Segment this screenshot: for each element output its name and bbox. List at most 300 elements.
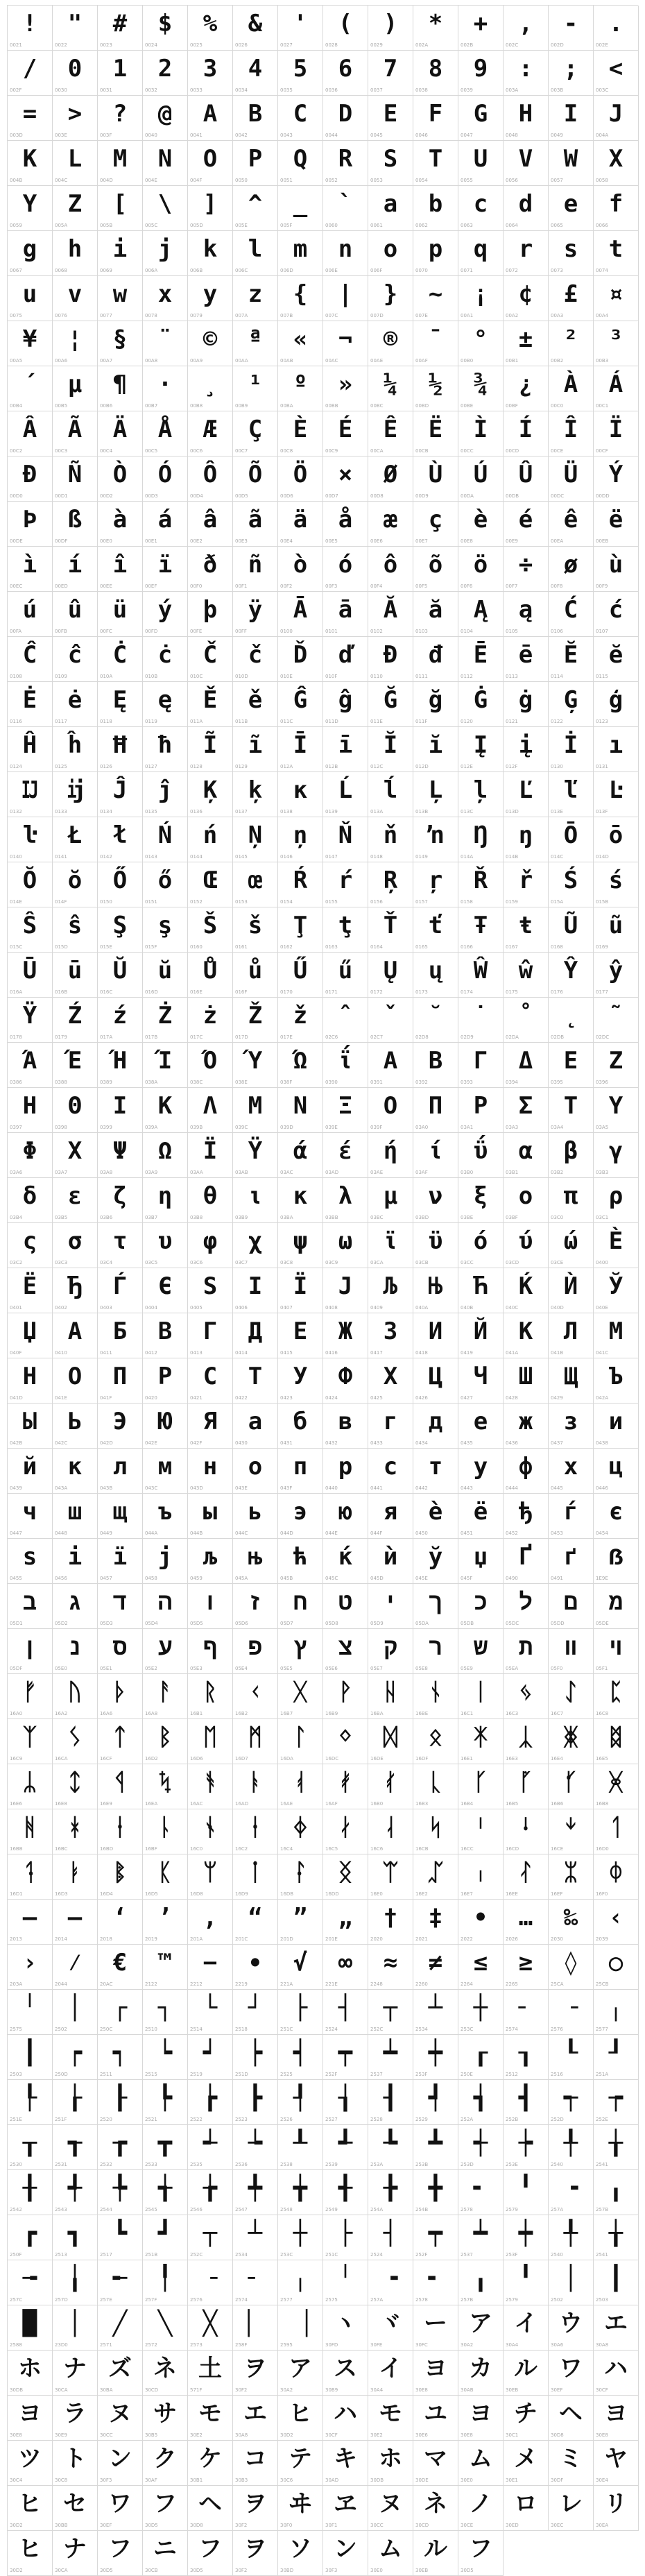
glyph-cell [98, 1313, 143, 1358]
glyph-cell [143, 817, 188, 862]
glyph-cell [504, 1674, 549, 1719]
glyph-code: 252B [506, 2117, 519, 2122]
glyph-char: İ [563, 731, 578, 759]
glyph-code: 0412 [145, 1350, 157, 1356]
glyph-code: 2264 [461, 1981, 473, 1987]
glyph-char: â [203, 506, 218, 534]
glyph-code: 253F [415, 2072, 428, 2077]
glyph-code: 003B [551, 87, 564, 93]
glyph-cell [188, 2125, 233, 2170]
glyph-code: 0491 [551, 1576, 563, 1581]
glyph-cell [549, 547, 594, 592]
glyph-char: ѝ [383, 1543, 398, 1571]
glyph-char: ┰ [22, 2129, 37, 2157]
glyph-cell [188, 1494, 233, 1539]
glyph-char: Î [563, 416, 578, 443]
glyph-cell [413, 2215, 458, 2260]
glyph-cell [549, 1719, 594, 1764]
glyph-char: · [157, 370, 173, 398]
glyph-cell [53, 1268, 98, 1313]
glyph-cell [188, 1313, 233, 1358]
glyph-cell [368, 1945, 413, 1990]
glyph-char: ┤ [338, 1994, 353, 2022]
glyph-code: 2526 [280, 2117, 293, 2122]
glyph-cell [458, 772, 504, 817]
glyph-cell [549, 411, 594, 457]
glyph-cell [188, 953, 233, 998]
glyph-cell [233, 1584, 278, 1629]
glyph-char: V [518, 145, 533, 173]
glyph-cell [8, 2170, 53, 2215]
glyph-cell [143, 2396, 188, 2441]
glyph-char: Ŗ [383, 867, 398, 894]
glyph-code: 05E4 [235, 1666, 248, 1671]
glyph-char: F [428, 100, 443, 128]
glyph-char: Н [22, 1363, 37, 1390]
glyph-char: U [473, 145, 488, 173]
glyph-cell [53, 231, 98, 276]
glyph-cell [413, 411, 458, 457]
glyph-code: 253F [506, 2252, 518, 2258]
glyph-cell [504, 1764, 549, 1809]
glyph-cell [98, 2351, 143, 2396]
glyph-char: ś [608, 867, 624, 894]
glyph-char: Ї [293, 1272, 308, 1300]
glyph-char: װ [563, 1633, 578, 1661]
glyph-cell [143, 2035, 188, 2080]
glyph-code: 2577 [596, 2027, 608, 2032]
glyph-char: ] [203, 190, 218, 218]
glyph-cell [413, 2260, 458, 2305]
glyph-code: 00E1 [145, 538, 157, 544]
glyph-char: i [112, 235, 128, 263]
glyph-char: З [383, 1317, 398, 1345]
glyph-cell [323, 817, 368, 862]
glyph-code: 16DD [325, 1891, 339, 1897]
glyph-char: ╺ [563, 2174, 578, 2202]
glyph-cell [233, 1404, 278, 1449]
glyph-code: 0451 [461, 1530, 473, 1536]
glyph-char: Щ [563, 1363, 578, 1390]
glyph-char: ᛍ [518, 1814, 533, 1841]
glyph-code: 03A0 [415, 1125, 429, 1130]
glyph-cell [549, 2351, 594, 2396]
glyph-cell [53, 1764, 98, 1809]
glyph-cell [368, 2305, 413, 2351]
glyph-code: 0174 [461, 989, 473, 995]
glyph-code: 0065 [551, 223, 563, 228]
glyph-code: 30D8 [551, 2432, 564, 2438]
glyph-cell [98, 2080, 143, 2125]
glyph-code: 30E2 [190, 2432, 203, 2438]
glyph-char: ў [428, 1543, 443, 1571]
glyph-char: х [563, 1453, 578, 1481]
glyph-cell [233, 1043, 278, 1088]
glyph-char: I [563, 100, 578, 128]
glyph-cell [53, 1043, 98, 1088]
glyph-cell [53, 1358, 98, 1404]
glyph-code: 2018 [100, 1936, 112, 1942]
glyph-char: ᛛ [293, 1859, 308, 1886]
glyph-char: ó [338, 551, 353, 579]
glyph-cell [233, 1223, 278, 1268]
glyph-code: 0156 [370, 899, 383, 905]
glyph-code: 0413 [190, 1350, 203, 1356]
glyph-cell [323, 1223, 368, 1268]
glyph-code: 05DF [10, 1666, 23, 1671]
glyph-code: 0172 [370, 989, 383, 995]
glyph-code: 03AE [370, 1170, 384, 1175]
glyph-code: 30CF [325, 2432, 338, 2438]
glyph-code: 0100 [280, 629, 293, 634]
glyph-code: 00A2 [506, 313, 519, 318]
glyph-char: ᛒ [157, 1723, 173, 1751]
glyph-cell [143, 1854, 188, 1900]
glyph-cell [368, 1900, 413, 1945]
glyph-code: 016B [55, 989, 68, 995]
glyph-code: 00FD [145, 629, 158, 634]
glyph-char: Œ [203, 867, 218, 894]
glyph-cell [143, 953, 188, 998]
glyph-char: ĥ [67, 731, 83, 759]
glyph-char: Ů [203, 957, 218, 984]
glyph-cell [549, 502, 594, 547]
glyph-code: 0044 [325, 133, 338, 138]
glyph-code: 2522 [190, 2117, 203, 2122]
glyph-char: Ŧ [473, 912, 488, 939]
glyph-code: 30BA [100, 2387, 113, 2393]
glyph-char: Ĭ [383, 731, 398, 759]
glyph-code: 03C0 [551, 1215, 564, 1220]
glyph-code: 011D [325, 719, 338, 724]
glyph-cell [594, 1223, 639, 1268]
glyph-code: 0162 [280, 944, 293, 950]
glyph-cell [323, 1539, 368, 1584]
glyph-char: ╊ [383, 2174, 398, 2202]
glyph-code: 2579 [506, 2297, 518, 2303]
glyph-code: 042F [190, 1440, 203, 1446]
glyph-cell [458, 1043, 504, 1088]
glyph-code: 0388 [55, 1080, 67, 1085]
glyph-char: ᛠ [383, 1859, 398, 1886]
glyph-code: 30CF [596, 2387, 608, 2393]
glyph-cell [413, 727, 458, 772]
glyph-char: ā [338, 596, 353, 624]
glyph-cell [323, 457, 368, 502]
glyph-char: █ [22, 2310, 37, 2337]
glyph-char: ך [428, 1588, 443, 1616]
glyph-code: 2533 [145, 2162, 157, 2167]
glyph-cell [594, 1584, 639, 1629]
glyph-code: 30DB [10, 2387, 24, 2393]
glyph-code: 30C4 [10, 2477, 23, 2483]
glyph-char: я [383, 1498, 398, 1526]
glyph-char: ё [473, 1498, 488, 1526]
glyph-code: 0398 [55, 1125, 67, 1130]
glyph-char: ζ [112, 1182, 128, 1210]
glyph-char: Ě [203, 686, 218, 714]
glyph-code: 16B0 [370, 1801, 384, 1807]
glyph-cell [549, 953, 594, 998]
glyph-char: ┩ [428, 2084, 443, 2112]
glyph-char: Ј [338, 1272, 353, 1300]
glyph-code: 017E [280, 1034, 293, 1040]
glyph-code: 30D2 [10, 2568, 23, 2573]
glyph-code: 30B1 [190, 2477, 203, 2483]
glyph-char: Í [518, 416, 533, 443]
glyph-char: H [518, 100, 533, 128]
glyph-code: 2122 [145, 1981, 157, 1987]
glyph-char: Ŝ [22, 912, 37, 939]
glyph-char: p [428, 235, 443, 263]
glyph-cell [143, 1900, 188, 1945]
glyph-code: 0121 [506, 719, 518, 724]
glyph-char: フ [153, 2490, 177, 2518]
glyph-cell [549, 1404, 594, 1449]
glyph-char: ă [428, 596, 443, 624]
glyph-char: ‹ [608, 1904, 624, 1931]
glyph-char: ħ [157, 731, 173, 759]
glyph-code: 03B4 [10, 1215, 23, 1220]
glyph-code: 16C5 [325, 1846, 338, 1852]
glyph-char: б [293, 1408, 308, 1435]
glyph-cell [504, 51, 549, 96]
glyph-cell [594, 2441, 639, 2486]
glyph-cell [368, 2531, 413, 2576]
glyph-grid [7, 5, 638, 2576]
glyph-cell [98, 547, 143, 592]
glyph-code: 03AB [235, 1170, 248, 1175]
glyph-code: 251B [145, 2252, 158, 2258]
glyph-cell [8, 96, 53, 141]
glyph-cell [188, 727, 233, 772]
glyph-cell [504, 6, 549, 51]
glyph-char: ċ [157, 641, 173, 669]
glyph-code: 30A8 [235, 2432, 248, 2438]
glyph-code: 007D [370, 313, 384, 318]
glyph-code: 040C [506, 1305, 519, 1311]
glyph-code: 16EE [506, 1891, 518, 1897]
glyph-code: 16E9 [100, 1801, 112, 1807]
glyph-code: 2545 [145, 2207, 157, 2212]
glyph-char: ╸ [473, 2174, 488, 2202]
glyph-char: ż [203, 1002, 218, 1030]
glyph-cell [594, 1900, 639, 1945]
glyph-cell [188, 1629, 233, 1674]
glyph-code: 16B2 [235, 1711, 248, 1716]
glyph-code: 30FC [415, 2342, 428, 2348]
glyph-cell [368, 862, 413, 907]
glyph-cell [53, 2351, 98, 2396]
glyph-code: 0440 [325, 1485, 338, 1491]
glyph-char: Ý [608, 461, 624, 488]
glyph-code: 253C [280, 2252, 293, 2258]
glyph-code: 2510 [145, 2027, 157, 2032]
glyph-cell [504, 1854, 549, 1900]
glyph-cell [413, 1494, 458, 1539]
glyph-cell [143, 1449, 188, 1494]
glyph-char: þ [203, 596, 218, 624]
glyph-code: 16CD [506, 1846, 519, 1852]
glyph-char: Đ [383, 641, 398, 669]
glyph-code: 02C7 [370, 1034, 384, 1040]
glyph-code: 16BF [145, 1846, 157, 1852]
glyph-code: 0048 [506, 133, 518, 138]
glyph-cell [143, 366, 188, 411]
glyph-cell [98, 1494, 143, 1539]
glyph-cell [278, 2170, 323, 2215]
glyph-code: 30CC [370, 2523, 384, 2528]
glyph-code: 015D [55, 944, 68, 950]
glyph-cell [549, 1088, 594, 1133]
glyph-char: и [608, 1408, 624, 1435]
glyph-code: 252A [461, 2117, 474, 2122]
glyph-code: 017B [145, 1034, 158, 1040]
glyph-code: 0390 [325, 1080, 338, 1085]
glyph-code: 00E7 [415, 538, 428, 544]
glyph-code: 0040 [145, 133, 157, 138]
glyph-cell [323, 321, 368, 366]
glyph-char: ^ [248, 190, 263, 218]
glyph-char: ≠ [428, 1949, 443, 1977]
glyph-cell [98, 907, 143, 953]
glyph-code: 03B8 [190, 1215, 203, 1220]
glyph-char: W [563, 145, 578, 173]
glyph-char: Β [428, 1047, 443, 1075]
glyph-cell [98, 1358, 143, 1404]
glyph-cell [458, 1088, 504, 1133]
glyph-cell [98, 2170, 143, 2215]
glyph-code: 2541 [596, 2162, 608, 2167]
glyph-code: 0168 [551, 944, 563, 950]
glyph-char: ᛓ [67, 1859, 83, 1886]
glyph-char: Ύ [248, 1047, 263, 1075]
glyph-char: ᛚ [293, 1723, 308, 1751]
glyph-cell [413, 772, 458, 817]
glyph-char: ĵ [157, 776, 173, 804]
glyph-code: 16B8 [596, 1801, 609, 1807]
glyph-cell [504, 2441, 549, 2486]
glyph-cell [323, 1313, 368, 1358]
glyph-cell [368, 547, 413, 592]
glyph-code: 041F [100, 1395, 112, 1401]
glyph-char: ¦ [67, 325, 83, 353]
glyph-cell [323, 1719, 368, 1764]
glyph-cell [53, 186, 98, 231]
glyph-cell [458, 637, 504, 682]
glyph-code: 253C [461, 2027, 474, 2032]
glyph-cell [413, 907, 458, 953]
glyph-char: D [338, 100, 353, 128]
glyph-char: マ [424, 2445, 447, 2473]
glyph-code: 00E9 [506, 538, 518, 544]
glyph-cell [278, 1358, 323, 1404]
glyph-code: 30E8 [596, 2432, 608, 2438]
glyph-char: Γ [473, 1047, 488, 1075]
glyph-char: А [67, 1317, 83, 1345]
glyph-code: 30D2 [10, 2523, 23, 2528]
glyph-code: 2578 [461, 2207, 473, 2212]
glyph-char: ≈ [383, 1949, 398, 1977]
glyph-code: 00C5 [145, 448, 158, 454]
glyph-char: レ [559, 2490, 583, 2518]
glyph-code: 2528 [370, 2117, 383, 2122]
glyph-cell [188, 1719, 233, 1764]
glyph-cell [323, 411, 368, 457]
glyph-code: 0104 [461, 629, 473, 634]
glyph-char: Ŏ [22, 867, 37, 894]
glyph-code: 00EF [145, 583, 157, 589]
glyph-cell [53, 817, 98, 862]
glyph-code: 0169 [596, 944, 608, 950]
glyph-code: 00C8 [280, 448, 293, 454]
glyph-cell [594, 231, 639, 276]
glyph-cell [594, 2170, 639, 2215]
glyph-cell [233, 276, 278, 321]
glyph-code: 00B9 [235, 403, 248, 409]
glyph-cell [188, 1449, 233, 1494]
glyph-code: 043A [55, 1485, 68, 1491]
glyph-cell [143, 1764, 188, 1809]
glyph-char: ᛝ [338, 1859, 353, 1886]
glyph-code: 044B [190, 1530, 203, 1536]
glyph-char: ┌ [112, 1994, 128, 2022]
glyph-char: Ÿ [22, 1002, 37, 1030]
glyph-code: 007A [235, 313, 248, 318]
glyph-cell [413, 2035, 458, 2080]
glyph-char: ї [112, 1543, 128, 1571]
glyph-cell [8, 1539, 53, 1584]
glyph-cell [504, 2260, 549, 2305]
glyph-code: 2013 [10, 1936, 22, 1942]
glyph-code: 0147 [325, 854, 338, 860]
glyph-char: Ћ [473, 1272, 488, 1300]
glyph-code: 0178 [10, 1034, 22, 1040]
glyph-char: ≥ [518, 1949, 533, 1977]
glyph-cell [549, 96, 594, 141]
glyph-code: 013D [506, 809, 519, 814]
glyph-char: ┲ [112, 2129, 128, 2157]
glyph-cell [413, 6, 458, 51]
glyph-code: 05F0 [551, 1666, 563, 1671]
glyph-char: ▕ [293, 2310, 308, 2337]
glyph-cell [233, 862, 278, 907]
glyph-code: 2588 [10, 2342, 22, 2348]
glyph-char: ヌ [108, 2400, 132, 2428]
glyph-char: С [203, 1363, 218, 1390]
glyph-char: ᛀ [203, 1814, 218, 1841]
glyph-code: 30F2 [235, 2523, 248, 2528]
glyph-cell [413, 51, 458, 96]
glyph-cell [504, 231, 549, 276]
glyph-code: 00EC [10, 583, 23, 589]
glyph-char: е [473, 1408, 488, 1435]
glyph-code: 2549 [325, 2207, 338, 2212]
glyph-char: コ [243, 2445, 267, 2473]
glyph-code: 16E3 [506, 1756, 518, 1762]
glyph-cell [594, 592, 639, 637]
glyph-cell [98, 1809, 143, 1854]
glyph-code: 00CC [461, 448, 474, 454]
glyph-cell [368, 2170, 413, 2215]
glyph-char: Ŕ [293, 867, 308, 894]
glyph-cell [368, 1449, 413, 1494]
glyph-code: 0416 [325, 1350, 338, 1356]
glyph-char: ├ [338, 2219, 353, 2247]
glyph-char: Ά [22, 1047, 37, 1075]
glyph-code: 30EB [506, 2387, 519, 2393]
glyph-char: ン [108, 2445, 132, 2473]
